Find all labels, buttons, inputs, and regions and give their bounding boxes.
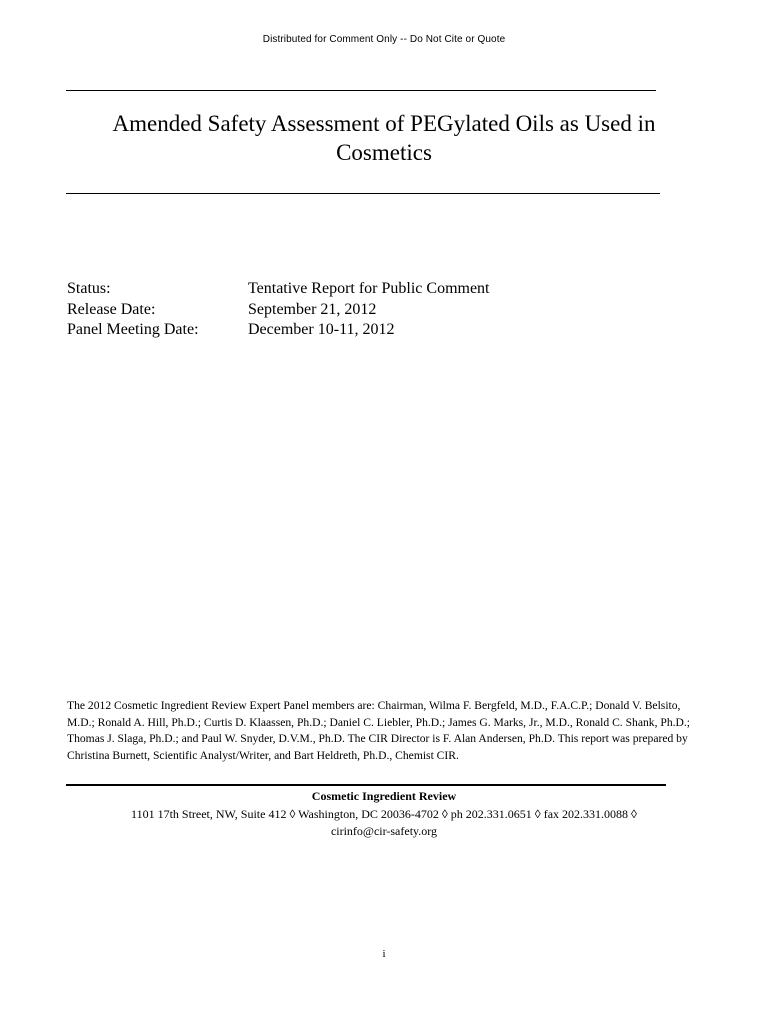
status-label: Status: — [67, 280, 111, 297]
report-metadata — [67, 279, 490, 341]
release-date-value: September 21, 2012 — [248, 300, 377, 318]
document-title: Amended Safety Assessment of PEGylated Oils as Used in Cosmetics — [112, 111, 656, 165]
release-date-row — [67, 300, 490, 321]
status-value: Tentative Report for Public Comment — [248, 280, 490, 297]
organization-name: Cosmetic Ingredient Review — [311, 789, 457, 803]
organization-email: cirinfo@cir-safety.org — [330, 824, 438, 838]
page-number: i — [382, 948, 386, 960]
status-row — [67, 279, 490, 300]
panel-meeting-date-value: December 10-11, 2012 — [248, 321, 395, 338]
panel-meeting-date-row — [67, 320, 490, 341]
organization-footer — [0, 788, 768, 841]
organization-address: 1101 17th Street, NW, Suite 412 ◊ Washington, DC 20036-4702 ◊ ph 202.331.0651 ◊ fax 202.331.0088 ◊ — [131, 806, 637, 821]
footer-rule — [66, 784, 666, 786]
distribution-notice: Distributed for Comment Only -- Do Not Cite or Quote — [262, 34, 506, 45]
title-bottom-rule — [66, 193, 660, 194]
panel-meeting-date-label: Panel Meeting Date: — [67, 321, 199, 338]
expert-panel-note: The 2012 Cosmetic Ingredient Review Expert Panel members are: Chairman, Wilma F. Bergfeld, M.D., F.A.C.P.; Donald V. Belsito, M.D.; Ronald A. Hill, Ph.D.; Curtis D. Klaassen, Ph.D.; Daniel C. Liebler, Ph.D.; James G. Marks, Jr., M.D., Ronald C. Shank, Ph.D.; Thomas J. Slaga, Ph.D.; and Paul W. Snyder, D.V.M., Ph.D. The CIR Director is F. Alan Andersen, Ph.D. This report was prepared by Christina Burnett, Scientific Analyst/Writer, and Bart Heldreth, Ph.D., Chemist CIR. — [67, 699, 691, 762]
title-top-rule — [66, 90, 656, 91]
release-date-label: Release Date: — [67, 300, 156, 318]
